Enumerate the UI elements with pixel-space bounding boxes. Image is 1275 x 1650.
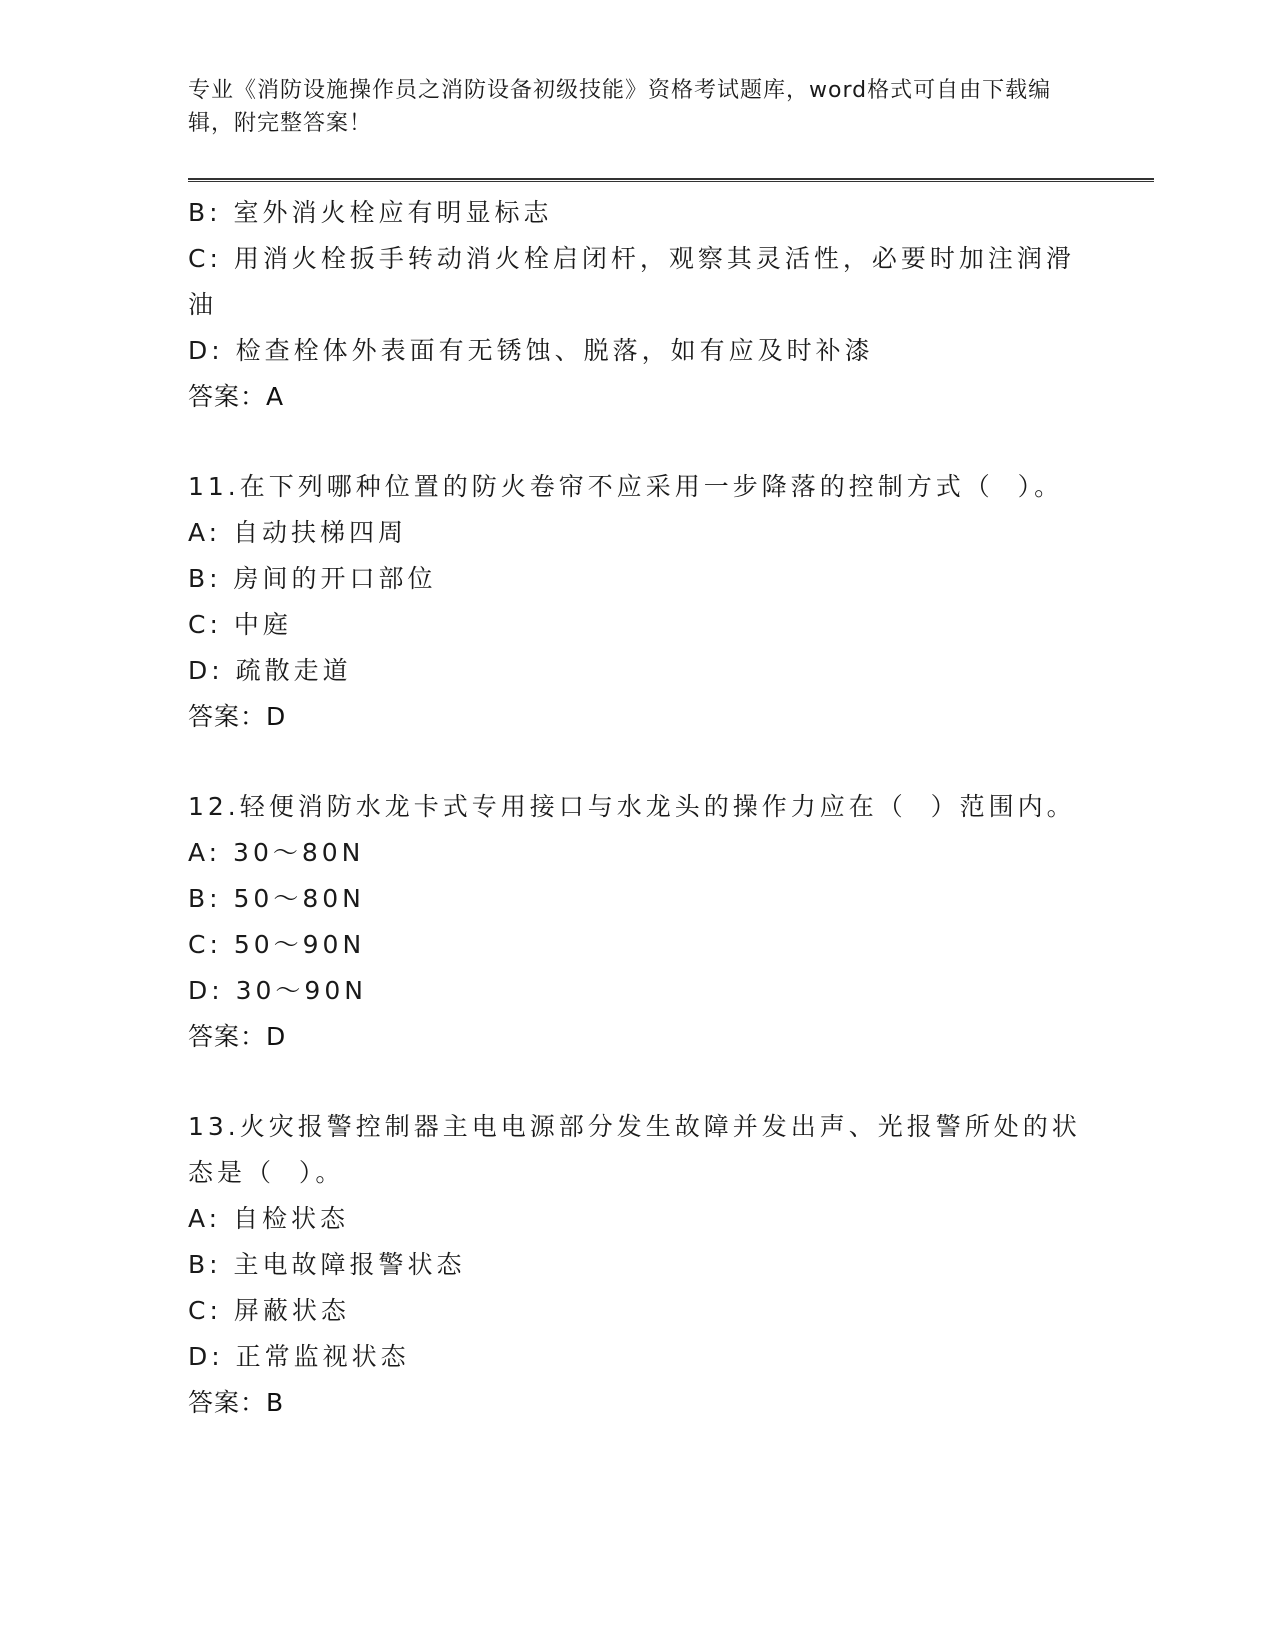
answer-line: 答案：D [188,702,287,731]
document-header: 专业《消防设施操作员之消防设备初级技能》资格考试题库，word格式可自由下载编辑，附完整答案！ [188,78,1052,136]
option-d: D: 疏散走道 [188,656,352,685]
option-a: A: 自动扶梯四周 [188,518,408,547]
option-c: C: 用消火栓扳手转动消火栓启闭杆，观察其灵活性，必要时加注润滑 [188,244,1075,273]
question-text: 13.火灾报警控制器主电电源部分发生故障并发出声、光报警所处的状 [188,1112,1081,1141]
option-d: D: 检查栓体外表面有无锈蚀、脱落，如有应及时补漆 [188,336,874,365]
question-text: 11.在下列哪种位置的防火卷帘不应采用一步降落的控制方式（ ）。 [188,472,1064,501]
question-list [188,190,1088,1426]
option-c: C: 中庭 [188,610,292,639]
question-13 [188,1104,1088,1426]
option-b: B: 房间的开口部位 [188,564,437,593]
option-b: B: 主电故障报警状态 [188,1250,466,1279]
answer-line: 答案：D [188,1022,287,1051]
option-b: B: 室外消火栓应有明显标志 [188,198,553,227]
option-d: D: 30～90N [188,976,367,1005]
question-10-continued [188,190,1088,420]
question-text: 12.轻便消防水龙卡式专用接口与水龙头的操作力应在（ ）范围内。 [188,792,1076,821]
option-c: C: 屏蔽状态 [188,1296,350,1325]
option-c-continued: 油 [188,290,218,319]
option-a: A: 自检状态 [188,1204,350,1233]
option-d: D: 正常监视状态 [188,1342,410,1371]
question-text-continued: 态是（ ）。 [188,1158,345,1187]
header-divider [188,178,1154,182]
answer-line: 答案：B [188,1388,285,1417]
answer-line: 答案：A [188,382,285,411]
option-b: B: 50～80N [188,884,365,913]
question-11 [188,464,1088,740]
option-a: A: 30～80N [188,838,365,867]
question-12 [188,784,1088,1060]
option-c: C: 50～90N [188,930,366,959]
